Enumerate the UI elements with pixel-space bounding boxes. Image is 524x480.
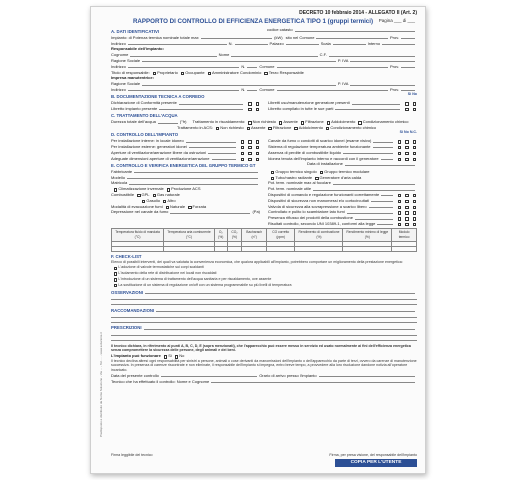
b-si-header: Si [407,92,412,97]
pot-focolare-field[interactable] [333,184,415,185]
durezza-label: Durezza totale dell'acqua [111,119,156,125]
copy-for-user-banner: COPIA PER L'UTENTE [335,459,417,467]
section-a-title: A. DATI IDENTIFICATIVI [111,29,160,34]
gpl-checkbox[interactable] [137,194,140,197]
e-uni-label: Risultati controllo, secondo UNI 10389-1, conformi alla legge [268,220,376,226]
d-locale-idoneo-nc[interactable] [256,140,259,143]
d-regolazione-label: Sistema di regolazione temperatura ambiente funzionante [268,143,371,149]
acs-addolcimento[interactable] [294,127,297,130]
impresa-ragione-label: Ragione Sociale [111,81,141,87]
resp-prov-field[interactable] [401,67,415,68]
table-row[interactable] [112,247,417,252]
data-installazione-field[interactable] [345,165,415,166]
pa-unit: (Pa) [252,209,260,215]
col-co-corretto: CO corretto (ppm) [266,229,295,242]
d-perdite-label: Assenza di perdite di combustibile liquido [268,149,342,155]
col-modulo: Modulo termico [392,229,417,242]
trattamento-acs-label: Trattamento in ACS: [177,124,213,130]
acs-assente[interactable] [247,127,250,130]
e-valvola-nc[interactable] [413,206,416,209]
scala-field[interactable] [333,44,366,45]
aria-calda-label: Generatore d'aria calda [319,174,362,180]
form-title: RAPPORTO DI CONTROLLO DI EFFICIENZA ENERGETICA TIPO 1 (gruppi termici) [132,18,374,25]
check-isolamento-checkbox[interactable] [114,272,117,275]
data-controllo-label: Data del presente controllo [111,372,159,378]
e-riflusso-no[interactable] [405,217,408,220]
d-generatori-idonei-label: Per installazione esterne: generatori idonei [111,143,187,149]
kw-unit: (kW) [274,34,283,40]
nome-field[interactable] [231,56,317,57]
prov-field[interactable] [401,38,415,39]
altro-checkbox[interactable] [163,200,166,203]
tecnico-field[interactable] [211,382,415,383]
orario-arrivo-label: Orario di arrivo presso l'impianto [259,372,317,378]
piva-field[interactable] [350,61,415,62]
matricola-field[interactable] [129,184,258,185]
matricola-label: Matricola [111,180,128,186]
resp-civico-field[interactable] [247,67,257,68]
col-rend-minimo: Rendimento minimo di legge (%) [343,229,392,242]
impresa-civico-field[interactable] [247,90,257,91]
depressione-label: Depressione nel canale da fumo [111,209,169,215]
e-comando-label: Dispositivi di comando e regolazione funzionanti correttamente [268,191,380,197]
terzo-responsabile-checkbox[interactable] [264,72,267,75]
resp-comune-field[interactable] [277,67,388,68]
d-locale-idoneo-no[interactable] [248,140,251,143]
check-trattamento-label: L'introduzione di un sistema di trattamento dell'acqua sanitaria e per riscaldamento, ove assente [118,276,272,281]
prescrizioni-field[interactable] [144,329,415,330]
section-d-title: D. CONTROLLO DELL'IMPIANTO [111,132,179,138]
titolo-label: Titolo di responsabile: [111,69,150,75]
acs-non-richiesto[interactable] [216,127,219,130]
acs-filtrazione[interactable] [268,127,271,130]
osservazioni-line[interactable] [111,300,417,305]
naturale-label: Naturale [169,203,186,209]
risc-filtrazione-label: Filtrazione [305,119,324,125]
col-co2: CO₂ (%) [227,229,242,242]
modalita-label: Modalità di evacuazione fumi [111,203,163,209]
gas-naturale-label: Gas naturale [156,191,180,197]
resp-civico-label: N. [241,63,246,69]
pot-focolare-label: Pot. term. nominale max al focolare [268,180,331,186]
impresa-ragione-field[interactable] [142,85,336,86]
gt-singolo-checkbox[interactable] [271,171,274,174]
impresa-comune-label: Comune [259,86,275,92]
e-scambiatore-label: Controllato e pulito lo scambiatore lato fumi [268,209,345,215]
fabbricante-label: Fabbricante [111,168,133,174]
col-rend-combustione: Rendimento di combustione (%) [295,229,343,242]
impresa-indirizzo-field[interactable] [128,90,239,91]
gt-modulare-label: Gruppo termico modulare [324,168,370,174]
tubo-radiante-label: Tubo/nastro radiante [275,174,313,180]
b-libretti-uso-label: Libretti uso/manutenzione generatore presenti [268,100,350,106]
responsabile-heading: Responsabile dell'impianto: [111,46,164,52]
e-riflusso-nc[interactable] [413,217,416,220]
e-comando-nc[interactable] [413,194,416,197]
e-sicurezza-label: Dispositivi di sicurezza non manomessi e/o cortocircuitati [268,197,369,203]
declaration-text: Il tecnico dichiara, in riferimento ai punti A, B, C, D, E (sopra menzionati), che l'apparecchio può essere messo in servizio ed usato normalmente ai fini dell'efficienza energetica senza compromettere la sicurezza delle persone, degli animali e dei beni. [111,343,411,353]
b-libretto-label: Libretto impianto presente [111,105,158,111]
indirizzo-field[interactable] [128,44,227,45]
e-scambiatore-si[interactable] [398,211,401,214]
e-comando-si[interactable] [398,194,401,197]
risc-assente-label: Assente [283,119,298,125]
d-canale-fumo-no[interactable] [405,140,408,143]
modello-label: Modello [111,174,126,180]
check-valvole-label: L'adozione di valvole termostatiche sui corpi scaldanti [118,265,204,270]
osservazioni-field[interactable] [145,293,415,294]
acs-filtrazione-label: Filtrazione [272,124,292,130]
b-compilato-no[interactable] [413,108,416,111]
cognome-field[interactable] [130,56,216,57]
occupante-checkbox[interactable] [181,72,184,75]
prov-label: Prov. [389,34,400,40]
d-canale-fumo-nc[interactable] [413,140,416,143]
e-valvola-no[interactable] [405,206,408,209]
d-perdite-si[interactable] [398,152,401,155]
d-tenuta-label: Idonea tenuta dell'impianto interno e raccordi con il generatore [268,155,379,161]
produzione-acs-label: Produzione ACS [171,186,201,192]
d-no-header: No [404,130,409,135]
acs-assente-label: Assente [251,124,266,130]
gpl-label: GPL [141,191,150,197]
d-dimensioni-label: Adeguate dimensioni aperture di ventilazione/aerazione [111,155,210,161]
cf-field[interactable] [329,56,415,57]
occupante-label: Occupante [185,69,205,75]
cf-label: C.F. [319,52,327,58]
e-uni-nc[interactable] [413,223,416,226]
gt-singolo-label: Gruppo termico singolo [275,168,317,174]
acs-cond-chimico-label: Condizionamento chimico [330,124,377,130]
b-libretto-no[interactable] [256,108,259,111]
decree-reference: DECRETO 10 febbraio 2014 - ALLEGATO II (Art. 2) [299,10,417,16]
combustibile-label: Combustibile [111,191,135,197]
d-regolazione-no[interactable] [405,146,408,149]
clima-invernale-label: Climatizzazione invernale [118,186,164,192]
comune-label: sito nel Comune [285,34,315,40]
b-compilato-label: Libretto compilato in tutte le sue parti [268,105,334,111]
b-dichiarazione-no[interactable] [256,102,259,105]
altro-label: Altro [167,197,176,203]
disclaimer-text: Il tecnico declina altresì ogni responsabilità per sinistri a persone, animali o cose derivanti da manomissioni dell'impianto o dell'apparecchio da parte di terzi, ovvero da carenze di manutenzione successiva. In presenza di carenze riscontrate e non eliminate, il responsabile dell'impianto si impegna, entro breve tempo, a provvedere alla loro risoluzione dandone notizia all'operatore incaricato. [111,358,417,372]
e-sicurezza-si[interactable] [398,200,401,203]
impresa-prov-label: Prov. [389,86,400,92]
e-valvola-label: Valvola di sicurezza alla sovrapressione a scarico libero [268,203,367,209]
d-aperture-libere-nc[interactable] [256,152,259,155]
d-dimensioni-nc[interactable] [256,158,259,161]
gasolio-label: Gasolio [146,197,160,203]
b-libretti-uso-no[interactable] [413,102,416,105]
signature-lines [111,453,417,457]
interno-label: Interno [367,40,381,46]
form-page [90,6,426,474]
funzionare-no-label: No [179,353,185,359]
firma-responsabile-label: Firma, per presa visione, del responsabile dell'impianto [329,453,417,457]
fr-unit: (°fr) [179,119,187,125]
b-libretto-si[interactable] [248,108,251,111]
e-sicurezza-no[interactable] [405,200,408,203]
ragione-sociale-label: Ragione Sociale [111,57,141,63]
impresa-indirizzo-label: Indirizzo [111,86,126,92]
checklist-intro: Elenco di possibili interventi, dei quali va valutata la convenienza economica, che qualora applicabili all'impianto, potrebbero comportare un miglioramento della prestazione energetica: [111,259,403,264]
side-distributor-text: Predisposto e distribuito da Nome Soluzione - Via ... - Tel. ... - www.soluzione.it [99,332,103,437]
ragione-sociale-field[interactable] [142,61,336,62]
check-isolamento-label: L'isolamento della rete di distribuzione nei locali non riscaldati [118,271,217,276]
impresa-civico-label: N. [241,86,246,92]
risc-addolcimento-label: Addolcimento [331,119,356,125]
resp-prov-label: Prov. [389,63,400,69]
interno-field[interactable] [382,44,415,45]
risc-cond-chimico-label: Condizionamento chimico [362,119,409,125]
check-valvole-checkbox[interactable] [114,267,117,270]
e-scambiatore-no[interactable] [405,211,408,214]
codice-catasto-field[interactable] [295,31,415,32]
risc-non-richiesto-label: Non richiesto [252,119,277,125]
section-b-title: B. DOCUMENTAZIONE TECNICA A CORREDO [111,94,205,100]
nome-label: Nome [218,52,230,58]
acs-addolcimento-label: Addolcimento [298,124,323,130]
b-dichiarazione-label: Dichiarazione di Conformità presente [111,100,177,106]
d-locale-idoneo-si[interactable] [241,140,244,143]
cognome-label: Cognome [111,52,129,58]
b-dichiarazione-si[interactable] [248,102,251,105]
resp-indirizzo-field[interactable] [128,67,239,68]
d-perdite-nc[interactable] [413,152,416,155]
forzata-checkbox[interactable] [188,206,191,209]
impresa-comune-field[interactable] [277,90,388,91]
raccomandazioni-line[interactable] [111,318,417,323]
palazzo-label: Palazzo [269,40,284,46]
trattamento-risc-label: Trattamento in riscaldamento: [192,119,246,125]
civico-field[interactable] [235,44,268,45]
palazzo-field[interactable] [286,44,319,45]
scala-label: Scala [320,40,331,46]
d-aperture-libere-si[interactable] [241,152,244,155]
impresa-piva-field[interactable] [350,85,415,86]
d-perdite-no[interactable] [405,152,408,155]
section-e-title: E. CONTROLLO E VERIFICA ENERGETICA DEL GRUPPO TERMICO GT [111,162,256,168]
resp-comune-label: Comune [259,63,275,69]
acs-non-richiesto-label: Non richiesto [220,124,244,130]
d-regolazione-nc[interactable] [413,146,416,149]
e-sicurezza-nc[interactable] [413,200,416,203]
durezza-field[interactable] [158,123,178,124]
col-o2: O₂ (%) [214,229,227,242]
civico-label: N. [228,40,233,46]
data-controllo-field[interactable] [161,376,257,377]
combustion-test-table [111,228,417,252]
amministratore-checkbox[interactable] [208,72,211,75]
pot-utile-field[interactable] [313,190,415,191]
e-valvola-si[interactable] [398,206,401,209]
d-nc-header: N.C. [409,130,417,135]
col-temp-aria: Temperatura aria comburente (°C) [164,229,215,242]
check-regolazione-label: La sostituzione di un sistema di regolazione on/off con un sistema programmabile su più livelli di temperatura [118,282,292,287]
terzo-responsabile-label: Terzo Responsabile [268,69,304,75]
orario-arrivo-field[interactable] [319,376,415,377]
tecnico-label: Tecnico che ha effettuato il controllo: Nome e Cognome [111,378,210,384]
funzionare-label: L'impianto può funzionare [111,353,161,359]
modello-field[interactable] [127,178,258,179]
e-riflusso-si[interactable] [398,217,401,220]
b-libretti-uso-si[interactable] [405,102,408,105]
section-f-title: F. CHECK-LIST [111,254,142,260]
e-riflusso-label: Presenza riflusso dei prodotti della combustione [268,215,353,221]
piva-label: P. IVA [337,57,349,63]
d-generatori-idonei-si[interactable] [241,146,244,149]
section-c-title: C. TRATTAMENTO DELL'ACQUA [111,113,178,119]
impresa-piva-label: P. IVA [337,81,349,87]
pot-utile-label: Pot. term. nominale utile [268,186,312,192]
raccomandazioni-field[interactable] [156,311,415,312]
osservazioni-label: OSSERVAZIONI [111,289,144,295]
impresa-heading: Impresa manutentrice: [111,75,154,81]
d-aperture-libere-label: Aperture di ventilazione/aerazione libere da ostruzioni [111,149,207,155]
check-trattamento-checkbox[interactable] [114,278,117,281]
d-aperture-libere-no[interactable] [248,152,251,155]
impresa-prov-field[interactable] [401,90,415,91]
check-regolazione-checkbox[interactable] [114,284,117,287]
e-scambiatore-nc[interactable] [413,211,416,214]
d-generatori-idonei-no[interactable] [248,146,251,149]
form-content [111,27,417,384]
d-canale-fumo-label: Canale da fumo o condotti di scarico idonei (esame visivo) [268,138,372,144]
e-comando-no[interactable] [405,194,408,197]
col-temp-mandata: Temperatura fluido di mandata (°C) [112,229,164,242]
indirizzo-label: Indirizzo [111,40,126,46]
d-si-header: Si [399,130,404,135]
firma-tecnico-label: Firma leggibile del tecnico [111,453,153,457]
codice-catasto-label: codice catasto [267,27,293,33]
d-regolazione-si[interactable] [398,146,401,149]
prescrizioni-line[interactable] [111,336,417,341]
proprietario-label: Proprietario [157,69,178,75]
forzata-label: Forzata [192,203,207,209]
resp-indirizzo-label: Indirizzo [111,63,126,69]
col-bacharach: Bacharach (n°) [242,229,267,242]
d-dimensioni-si[interactable] [241,158,244,161]
d-locale-idoneo-label: Per installazione interne: in locale idoneo [111,138,184,144]
amministratore-label: Amministratore Condominio [211,69,262,75]
b-compilato-si[interactable] [405,108,408,111]
fabbricante-field[interactable] [134,172,258,173]
impianto-label: Impianto: di Potenza termica nominale totale max [111,34,199,40]
depressione-field[interactable] [170,213,250,214]
d-generatori-idonei-nc[interactable] [256,146,259,149]
d-canale-fumo-si[interactable] [398,140,401,143]
raccomandazioni-label: RACCOMANDAZIONI [111,307,155,313]
e-uni-si[interactable] [398,223,401,226]
comune-field[interactable] [316,38,388,39]
b-no-header: No [412,92,417,97]
acs-cond-chimico[interactable] [326,127,329,130]
d-dimensioni-no[interactable] [248,158,251,161]
prescrizioni-label: PRESCRIZIONI [111,325,142,331]
data-installazione-label: Data di installazione [307,161,343,167]
funzionare-si-label: Si [168,353,172,359]
potenza-field[interactable] [201,38,273,39]
e-uni-no[interactable] [405,223,408,226]
page-number-field[interactable]: Pagina ___ di ___ [378,18,415,23]
